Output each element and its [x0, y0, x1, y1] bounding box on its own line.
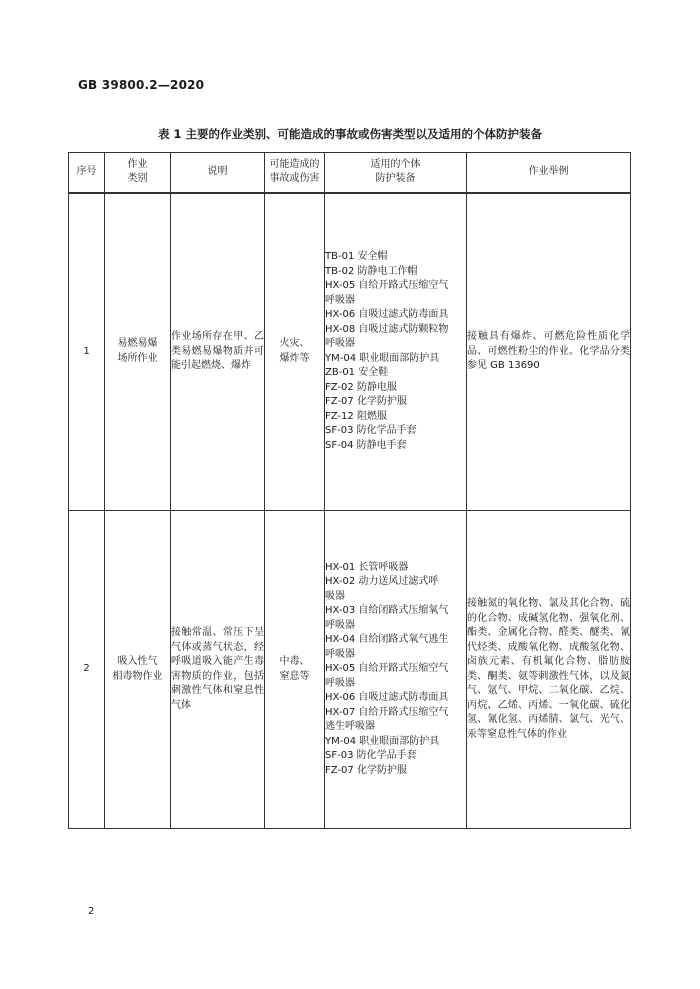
header-hazard: 可能造成的 事故或伤害: [265, 153, 325, 193]
equipment-item: HX-07 自给开路式压缩空气: [325, 706, 449, 718]
standard-code: GB 39800.2—2020: [78, 78, 205, 92]
equipment-item: HX-06 自吸过滤式防毒面具: [325, 692, 449, 704]
row-equipment: [325, 193, 467, 511]
header-description: 说明: [171, 153, 265, 193]
row-hazard: 火灾、 爆炸等: [265, 193, 325, 511]
header-category: 作业 类别: [105, 153, 171, 193]
header-no: 序号: [69, 153, 105, 193]
row-hazard: 中毒、 窒息等: [265, 511, 325, 829]
table-row: [69, 511, 631, 829]
equipment-item: YM-04 职业眼面部防护具: [325, 735, 440, 747]
equipment-item: ZB-01 安全鞋: [325, 367, 389, 379]
table-title: 表 1 主要的作业类别、可能造成的事故或伤害类型以及适用的个体防护装备: [157, 127, 542, 141]
row-examples: 接触氮的氧化物、氯及其化合物、硫的化合物、成碱氢化物、强氧化剂、酯类、金属化合物、醛类、醚类、氰代烃类、成酸氧化物、成酸氢化物、卤族元素、有机氟化合物、脂肪胺类、酮类、氨等刺激性气体，以及氮气、氩气、甲烷、二氧化碳、乙烷、丙烷、乙烯、丙烯、一氧化碳、硫化氢、氰化氢、丙烯腈、氯气、光气、汞等窒息性气体的作业: [467, 511, 631, 829]
row-examples: 接触具有爆炸、可燃危险性质化学品、可燃性粉尘的作业。化学品分类参见 GB 13690: [467, 193, 631, 511]
row-category: 易燃易爆 场所作业: [105, 193, 171, 511]
equipment-item: 呼吸器: [325, 677, 355, 689]
equipment-item: 呼吸器: [325, 619, 355, 631]
equipment-table: [68, 152, 631, 829]
equipment-item: TB-01 安全帽: [325, 251, 388, 263]
equipment-item: TB-02 防静电工作帽: [325, 265, 418, 277]
equipment-item: FZ-07 化学防护服: [325, 396, 407, 408]
row-description: 接触常温、常压下呈气体或蒸气状态，经呼吸道吸入能产生毒害物质的作业，包括刺激性气体和窒息性气体: [171, 511, 265, 829]
equipment-item: HX-02 动力送风过滤式呼: [325, 576, 439, 588]
row-no: 2: [69, 511, 105, 829]
equipment-item: SF-04 防静电手套: [325, 439, 407, 451]
equipment-item: YM-04 职业眼面部防护具: [325, 352, 440, 364]
equipment-item: HX-06 自吸过滤式防毒面具: [325, 309, 449, 321]
table-header-row: [69, 153, 631, 193]
row-equipment: [325, 511, 467, 829]
row-no: 1: [69, 193, 105, 511]
equipment-item: FZ-07 化学防护服: [325, 764, 407, 776]
equipment-item: HX-05 自给开路式压缩空气: [325, 663, 449, 675]
equipment-item: 呼吸器: [325, 648, 355, 660]
row-description: 作业场所存在甲、乙类易燃易爆物质并可能引起燃烧、爆炸: [171, 193, 265, 511]
table-row: [69, 193, 631, 511]
equipment-item: 吸器: [325, 590, 345, 602]
equipment-item: HX-04 自给闭路式氧气逃生: [325, 634, 449, 646]
equipment-item: SF-03 防化学品手套: [325, 750, 417, 762]
equipment-item: HX-03 自给闭路式压缩氧气: [325, 605, 449, 617]
header-examples: 作业举例: [467, 153, 631, 193]
equipment-item: HX-05 自给开路式压缩空气: [325, 280, 449, 292]
equipment-item: FZ-12 阻燃服: [325, 410, 387, 422]
row-category: 吸入性气 相毒物作业: [105, 511, 171, 829]
page-number: 2: [88, 906, 95, 917]
equipment-item: 呼吸器: [325, 294, 355, 306]
header-equipment: 适用的个体 防护装备: [325, 153, 467, 193]
equipment-item: SF-03 防化学品手套: [325, 425, 417, 437]
equipment-item: 呼吸器: [325, 338, 355, 350]
equipment-item: 逃生呼吸器: [325, 721, 375, 733]
equipment-item: HX-01 长管呼吸器: [325, 561, 409, 573]
equipment-item: HX-08 自吸过滤式防颗粒物: [325, 323, 449, 335]
equipment-item: FZ-02 防静电服: [325, 381, 397, 393]
